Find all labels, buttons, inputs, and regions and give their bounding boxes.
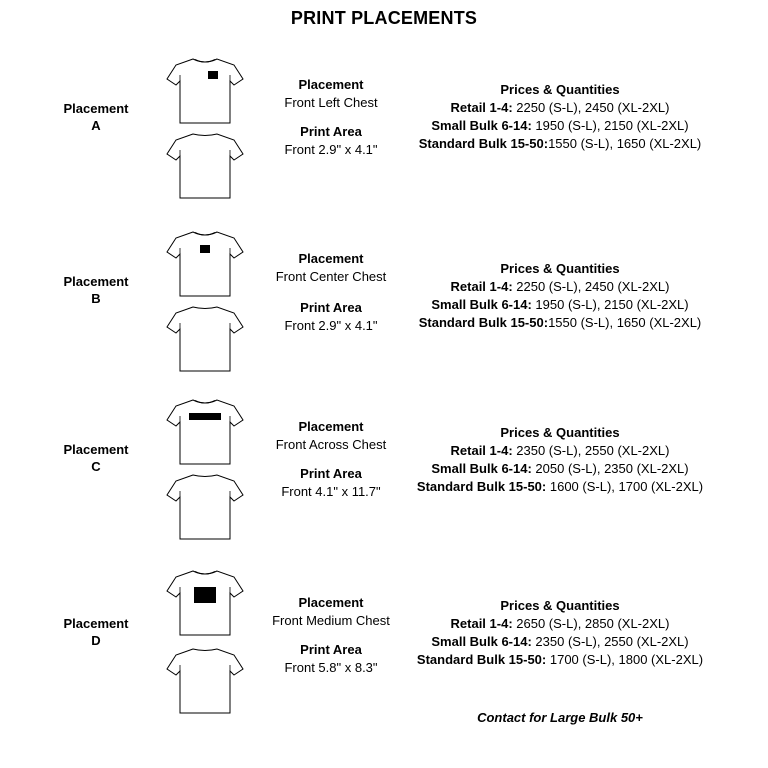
placement-label xyxy=(46,273,146,307)
tier-value: 1600 (S-L), 1700 (XL-2XL) xyxy=(546,479,704,494)
tier-name: Small Bulk 6-14: xyxy=(431,461,532,476)
placement-heading: Placement xyxy=(298,251,364,266)
prices-block xyxy=(400,597,720,669)
tier-name: Retail 1-4: xyxy=(450,443,513,458)
tier-value: 1950 (S-L), 2150 (XL-2XL) xyxy=(531,297,689,312)
print-area-heading: Print Area xyxy=(300,466,362,481)
tier-value: 1700 (S-L), 1800 (XL-2XL) xyxy=(546,652,704,667)
tshirt-front-icon xyxy=(166,229,244,299)
tshirt-back-icon xyxy=(166,472,244,542)
placement-label-letter: C xyxy=(91,459,101,474)
placement-section-c xyxy=(0,393,768,563)
print-area-value: Front 4.1" x 11.7" xyxy=(281,484,381,499)
print-area-value: Front 5.8" x 8.3" xyxy=(284,660,378,675)
placement-details xyxy=(250,76,412,159)
print-area-value: Front 2.9" x 4.1" xyxy=(284,142,378,157)
tier-name: Small Bulk 6-14: xyxy=(431,634,532,649)
placement-label xyxy=(46,615,146,649)
prices-block xyxy=(400,260,720,332)
contact-note: Contact for Large Bulk 50+ xyxy=(477,710,643,725)
placement-value: Front Left Chest xyxy=(284,95,378,110)
price-tier-standard-bulk xyxy=(400,651,720,669)
placement-heading: Placement xyxy=(298,595,364,610)
placement-label xyxy=(46,441,146,475)
placement-heading: Placement xyxy=(298,77,364,92)
prices-heading: Prices & Quantities xyxy=(500,598,620,613)
tier-name: Standard Bulk 15-50: xyxy=(418,315,549,330)
print-area-block xyxy=(189,413,221,420)
placement-label-word: Placement xyxy=(63,101,129,116)
placement-label-letter: A xyxy=(91,118,101,133)
prices-block xyxy=(400,424,720,496)
placement-heading: Placement xyxy=(298,419,364,434)
tshirt-back-icon xyxy=(166,304,244,374)
tier-name: Retail 1-4: xyxy=(450,616,513,631)
price-tier-retail xyxy=(400,278,720,296)
price-tier-small-bulk xyxy=(400,460,720,478)
print-area-block xyxy=(208,71,218,79)
print-area-heading: Print Area xyxy=(300,642,362,657)
tier-name: Small Bulk 6-14: xyxy=(431,297,532,312)
placement-details xyxy=(250,418,412,501)
tier-value: 2250 (S-L), 2450 (XL-2XL) xyxy=(512,279,670,294)
price-tier-standard-bulk xyxy=(400,314,720,332)
prices-heading: Prices & Quantities xyxy=(500,82,620,97)
placement-section-a xyxy=(0,52,768,222)
placement-value: Front Across Chest xyxy=(275,437,387,452)
price-tier-small-bulk xyxy=(400,117,720,135)
placement-label-word: Placement xyxy=(63,442,129,457)
placement-label xyxy=(46,100,146,134)
placement-value: Front Medium Chest xyxy=(272,613,390,628)
prices-block xyxy=(400,81,720,153)
print-area-heading: Print Area xyxy=(300,124,362,139)
price-tier-retail xyxy=(400,442,720,460)
tier-name: Standard Bulk 15-50: xyxy=(418,136,549,151)
placement-value: Front Center Chest xyxy=(275,269,387,284)
price-tier-small-bulk xyxy=(400,296,720,314)
price-tier-small-bulk xyxy=(400,633,720,651)
page-title: PRINT PLACEMENTS xyxy=(290,8,478,28)
placement-label-letter: B xyxy=(91,291,101,306)
tier-name: Standard Bulk 15-50: xyxy=(416,652,547,667)
tshirt-front-icon xyxy=(166,56,244,126)
tshirt-back-icon xyxy=(166,131,244,201)
prices-heading: Prices & Quantities xyxy=(500,425,620,440)
print-area-heading: Print Area xyxy=(300,300,362,315)
tier-name: Small Bulk 6-14: xyxy=(431,118,532,133)
placement-details xyxy=(250,594,412,677)
price-tier-retail xyxy=(400,99,720,117)
placement-label-word: Placement xyxy=(63,274,129,289)
price-tier-standard-bulk xyxy=(400,478,720,496)
print-area-block xyxy=(200,245,210,253)
tier-value: 1950 (S-L), 2150 (XL-2XL) xyxy=(531,118,689,133)
tier-value: 2350 (S-L), 2550 (XL-2XL) xyxy=(512,443,670,458)
placement-label-word: Placement xyxy=(63,616,129,631)
print-area-block xyxy=(194,587,216,603)
tier-value: 1550 (S-L), 1650 (XL-2XL) xyxy=(548,315,702,330)
tier-value: 2650 (S-L), 2850 (XL-2XL) xyxy=(512,616,670,631)
placement-label-letter: D xyxy=(91,633,101,648)
tier-name: Retail 1-4: xyxy=(450,279,513,294)
placement-details xyxy=(250,250,412,335)
placement-section-b xyxy=(0,225,768,395)
tshirt-back-icon xyxy=(166,646,244,716)
tshirt-front-icon xyxy=(166,568,244,638)
tshirt-front-icon xyxy=(166,397,244,467)
print-area-value: Front 2.9" x 4.1" xyxy=(284,318,378,333)
tier-value: 2350 (S-L), 2550 (XL-2XL) xyxy=(531,634,689,649)
tier-name: Standard Bulk 15-50: xyxy=(416,479,547,494)
tier-value: 1550 (S-L), 1650 (XL-2XL) xyxy=(548,136,702,151)
tier-name: Retail 1-4: xyxy=(450,100,513,115)
price-tier-retail xyxy=(400,615,720,633)
price-tier-standard-bulk xyxy=(400,135,720,153)
tier-value: 2250 (S-L), 2450 (XL-2XL) xyxy=(512,100,670,115)
prices-heading: Prices & Quantities xyxy=(500,261,620,276)
tier-value: 2050 (S-L), 2350 (XL-2XL) xyxy=(531,461,689,476)
